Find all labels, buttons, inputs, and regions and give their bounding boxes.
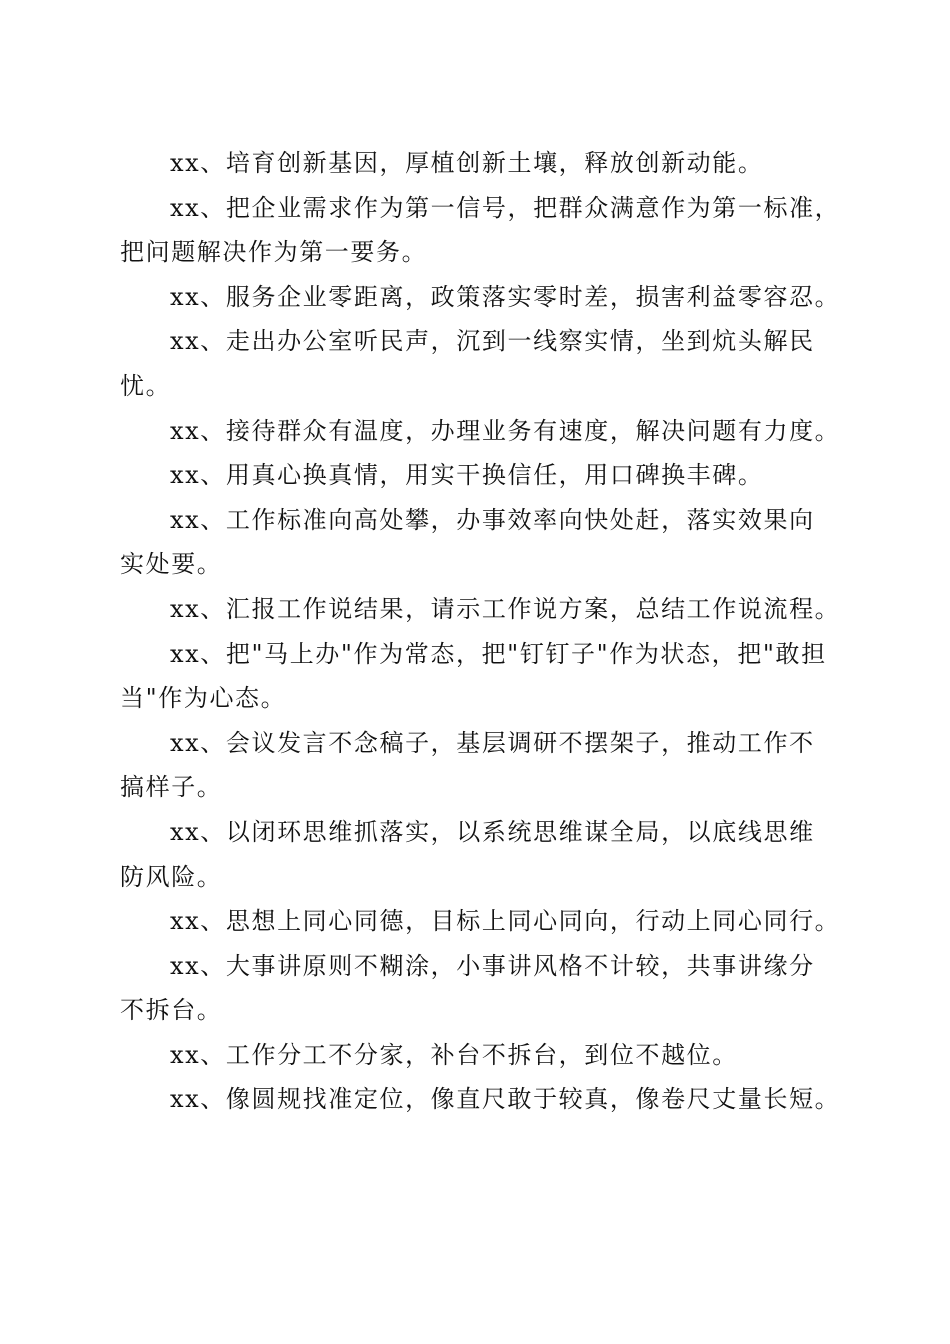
text-line: 把问题解决作为第一要务。	[120, 238, 428, 267]
text-line: xx、用真心换真情，用实干换信任，用口碑换丰碑。	[170, 461, 764, 490]
text-line: 忧。	[120, 371, 172, 400]
text-line: xx、把"马上办"作为常态，把"钉钉子"作为状态，把"敢担	[170, 639, 827, 668]
paragraph	[120, 587, 841, 632]
text-line: xx、像圆规找准定位，像直尺敢于较真，像卷尺丈量长短。	[170, 1085, 841, 1114]
text-line: xx、培育创新基因，厚植创新土壤，释放创新动能。	[170, 149, 764, 177]
paragraph	[120, 186, 841, 275]
text-line: 当"作为心态。	[120, 684, 287, 713]
text-line: xx、大事讲原则不糊涂，小事讲风格不计较，共事讲缘分	[170, 951, 815, 980]
paragraph	[120, 409, 841, 454]
text-line: xx、工作标准向高处攀，办事效率向快处赶，落实效果向	[170, 505, 815, 534]
text-line: xx、汇报工作说结果，请示工作说方案，总结工作说流程。	[170, 594, 841, 623]
text-line: xx、以闭环思维抓落实，以系统思维谋全局，以底线思维	[170, 817, 815, 846]
text-line: xx、接待群众有温度，办理业务有速度，解决问题有力度。	[170, 416, 841, 445]
text-line: xx、服务企业零距离，政策落实零时差，损害利益零容忍。	[170, 282, 841, 311]
text-line: xx、会议发言不念稿子，基层调研不摆架子，推动工作不	[170, 728, 815, 757]
text-line: xx、工作分工不分家，补台不拆台，到位不越位。	[170, 1040, 738, 1069]
paragraph	[120, 1033, 830, 1078]
text-line: 防风险。	[120, 862, 223, 891]
text-line: 不拆台。	[120, 996, 223, 1025]
text-line: 搞样子。	[120, 773, 223, 802]
document-page	[120, 141, 841, 1122]
paragraph	[120, 1077, 841, 1122]
paragraph	[120, 632, 830, 721]
paragraph	[120, 141, 830, 186]
text-line: xx、把企业需求作为第一信号，把群众满意作为第一标准，	[170, 193, 841, 222]
paragraph	[120, 498, 830, 587]
paragraph	[120, 899, 841, 944]
text-line: xx、走出办公室听民声，沉到一线察实情，坐到炕头解民	[170, 327, 815, 356]
text-line: 实处要。	[120, 550, 223, 579]
paragraph	[120, 810, 830, 899]
paragraph	[120, 453, 830, 498]
paragraph	[120, 275, 841, 320]
paragraph	[120, 721, 830, 810]
paragraph	[120, 319, 830, 408]
paragraph	[120, 944, 830, 1033]
text-line: xx、思想上同心同德，目标上同心同向，行动上同心同行。	[170, 907, 841, 936]
